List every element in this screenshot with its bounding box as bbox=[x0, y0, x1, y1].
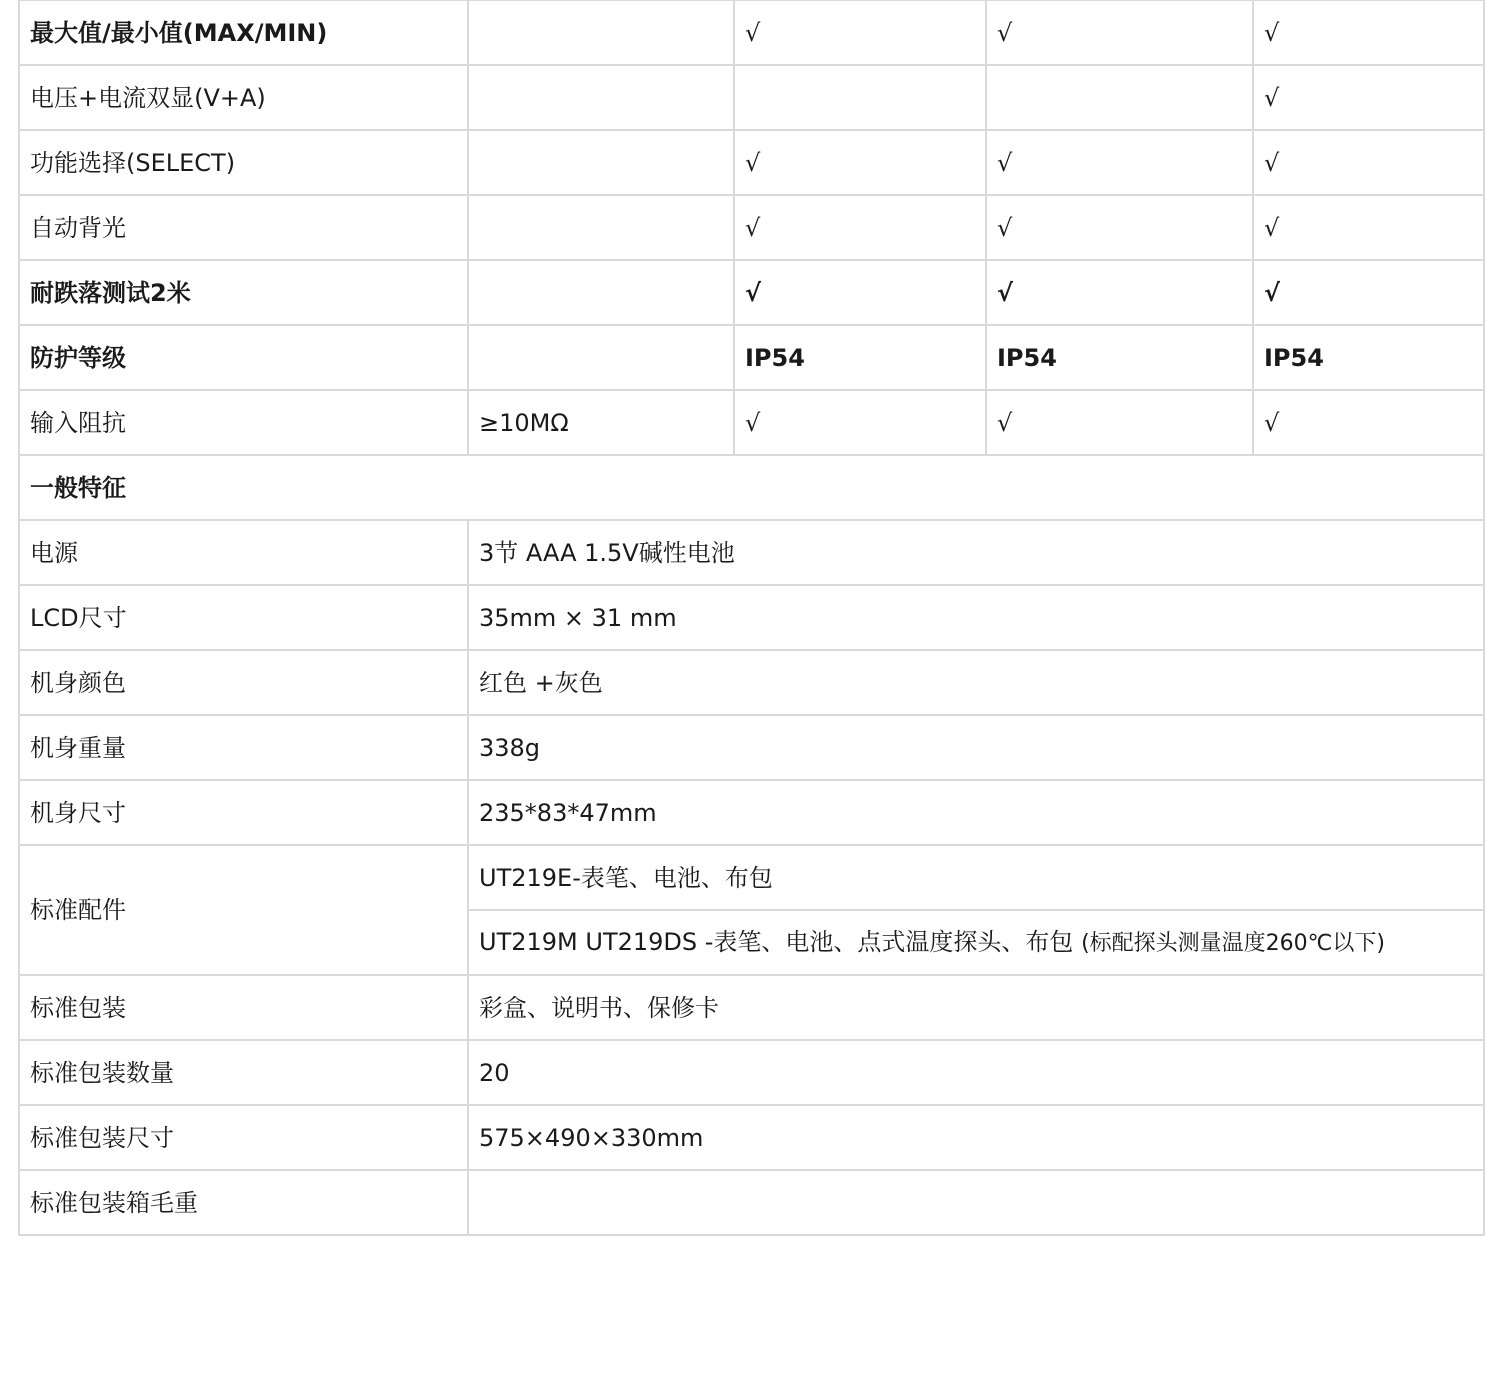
row-value: 红色 +灰色 bbox=[468, 650, 1484, 715]
model-3-cell: √ bbox=[1253, 260, 1484, 325]
table-row bbox=[19, 0, 1484, 65]
row-value: 3节 AAA 1.5V碱性电池 bbox=[468, 520, 1484, 585]
accessories-line-1: UT219E-表笔、电池、布包 bbox=[468, 845, 1484, 910]
row-label: 标准包装尺寸 bbox=[19, 1105, 468, 1170]
table-row bbox=[19, 1105, 1484, 1170]
spec-cell bbox=[468, 130, 734, 195]
table-row bbox=[19, 715, 1484, 780]
table-row bbox=[19, 65, 1484, 130]
row-value: 彩盒、说明书、保修卡 bbox=[468, 975, 1484, 1040]
row-label: 功能选择(SELECT) bbox=[19, 130, 468, 195]
row-value: 575×490×330mm bbox=[468, 1105, 1484, 1170]
row-value: 235*83*47mm bbox=[468, 780, 1484, 845]
model-3-cell: √ bbox=[1253, 195, 1484, 260]
spec-table bbox=[18, 0, 1485, 1236]
model-2-cell: IP54 bbox=[986, 325, 1253, 390]
table-row bbox=[19, 195, 1484, 260]
row-label: 自动背光 bbox=[19, 195, 468, 260]
model-1-cell bbox=[734, 65, 986, 130]
accessories-note: (标配探头测量温度260℃以下) bbox=[1081, 930, 1385, 956]
row-label: 最大值/最小值(MAX/MIN) bbox=[19, 0, 468, 65]
row-label: 耐跌落测试2米 bbox=[19, 260, 468, 325]
accessories-line-2 bbox=[468, 910, 1484, 975]
row-label: 标准包装箱毛重 bbox=[19, 1170, 468, 1235]
model-1-cell: IP54 bbox=[734, 325, 986, 390]
table-row bbox=[19, 585, 1484, 650]
row-label: 电源 bbox=[19, 520, 468, 585]
table-row bbox=[19, 325, 1484, 390]
model-1-cell: √ bbox=[734, 0, 986, 65]
spec-cell bbox=[468, 195, 734, 260]
model-2-cell bbox=[986, 65, 1253, 130]
section-title: 一般特征 bbox=[19, 455, 1484, 520]
model-2-cell: √ bbox=[986, 390, 1253, 455]
table-row bbox=[19, 520, 1484, 585]
spec-cell bbox=[468, 0, 734, 65]
model-1-cell: √ bbox=[734, 130, 986, 195]
model-2-cell: √ bbox=[986, 130, 1253, 195]
model-1-cell: √ bbox=[734, 390, 986, 455]
spec-cell bbox=[468, 65, 734, 130]
model-3-cell: IP54 bbox=[1253, 325, 1484, 390]
table-row bbox=[19, 130, 1484, 195]
model-2-cell: √ bbox=[986, 0, 1253, 65]
model-3-cell: √ bbox=[1253, 65, 1484, 130]
row-label: 标准包装数量 bbox=[19, 1040, 468, 1105]
row-value: 35mm × 31 mm bbox=[468, 585, 1484, 650]
spec-cell bbox=[468, 325, 734, 390]
row-label: 电压+电流双显(V+A) bbox=[19, 65, 468, 130]
row-label: 防护等级 bbox=[19, 325, 468, 390]
accessories-line-2-main: UT219M UT219DS -表笔、电池、点式温度探头、布包 bbox=[479, 927, 1074, 956]
model-1-cell: √ bbox=[734, 195, 986, 260]
model-2-cell: √ bbox=[986, 260, 1253, 325]
spec-cell: ≥10MΩ bbox=[468, 390, 734, 455]
model-2-cell: √ bbox=[986, 195, 1253, 260]
spec-cell bbox=[468, 260, 734, 325]
row-value: 20 bbox=[468, 1040, 1484, 1105]
model-3-cell: √ bbox=[1253, 130, 1484, 195]
row-label: 标准包装 bbox=[19, 975, 468, 1040]
row-label: 机身重量 bbox=[19, 715, 468, 780]
table-row bbox=[19, 780, 1484, 845]
table-row bbox=[19, 260, 1484, 325]
table-row bbox=[19, 650, 1484, 715]
model-3-cell: √ bbox=[1253, 0, 1484, 65]
row-label: 机身尺寸 bbox=[19, 780, 468, 845]
model-1-cell: √ bbox=[734, 260, 986, 325]
table-row bbox=[19, 1170, 1484, 1235]
row-label: 输入阻抗 bbox=[19, 390, 468, 455]
row-label: 机身颜色 bbox=[19, 650, 468, 715]
row-label: 标准配件 bbox=[19, 845, 468, 975]
model-3-cell: √ bbox=[1253, 390, 1484, 455]
row-value: 338g bbox=[468, 715, 1484, 780]
row-label: LCD尺寸 bbox=[19, 585, 468, 650]
table-row bbox=[19, 1040, 1484, 1105]
section-header-row bbox=[19, 455, 1484, 520]
table-row bbox=[19, 390, 1484, 455]
table-row bbox=[19, 845, 1484, 910]
row-value bbox=[468, 1170, 1484, 1235]
table-row bbox=[19, 975, 1484, 1040]
